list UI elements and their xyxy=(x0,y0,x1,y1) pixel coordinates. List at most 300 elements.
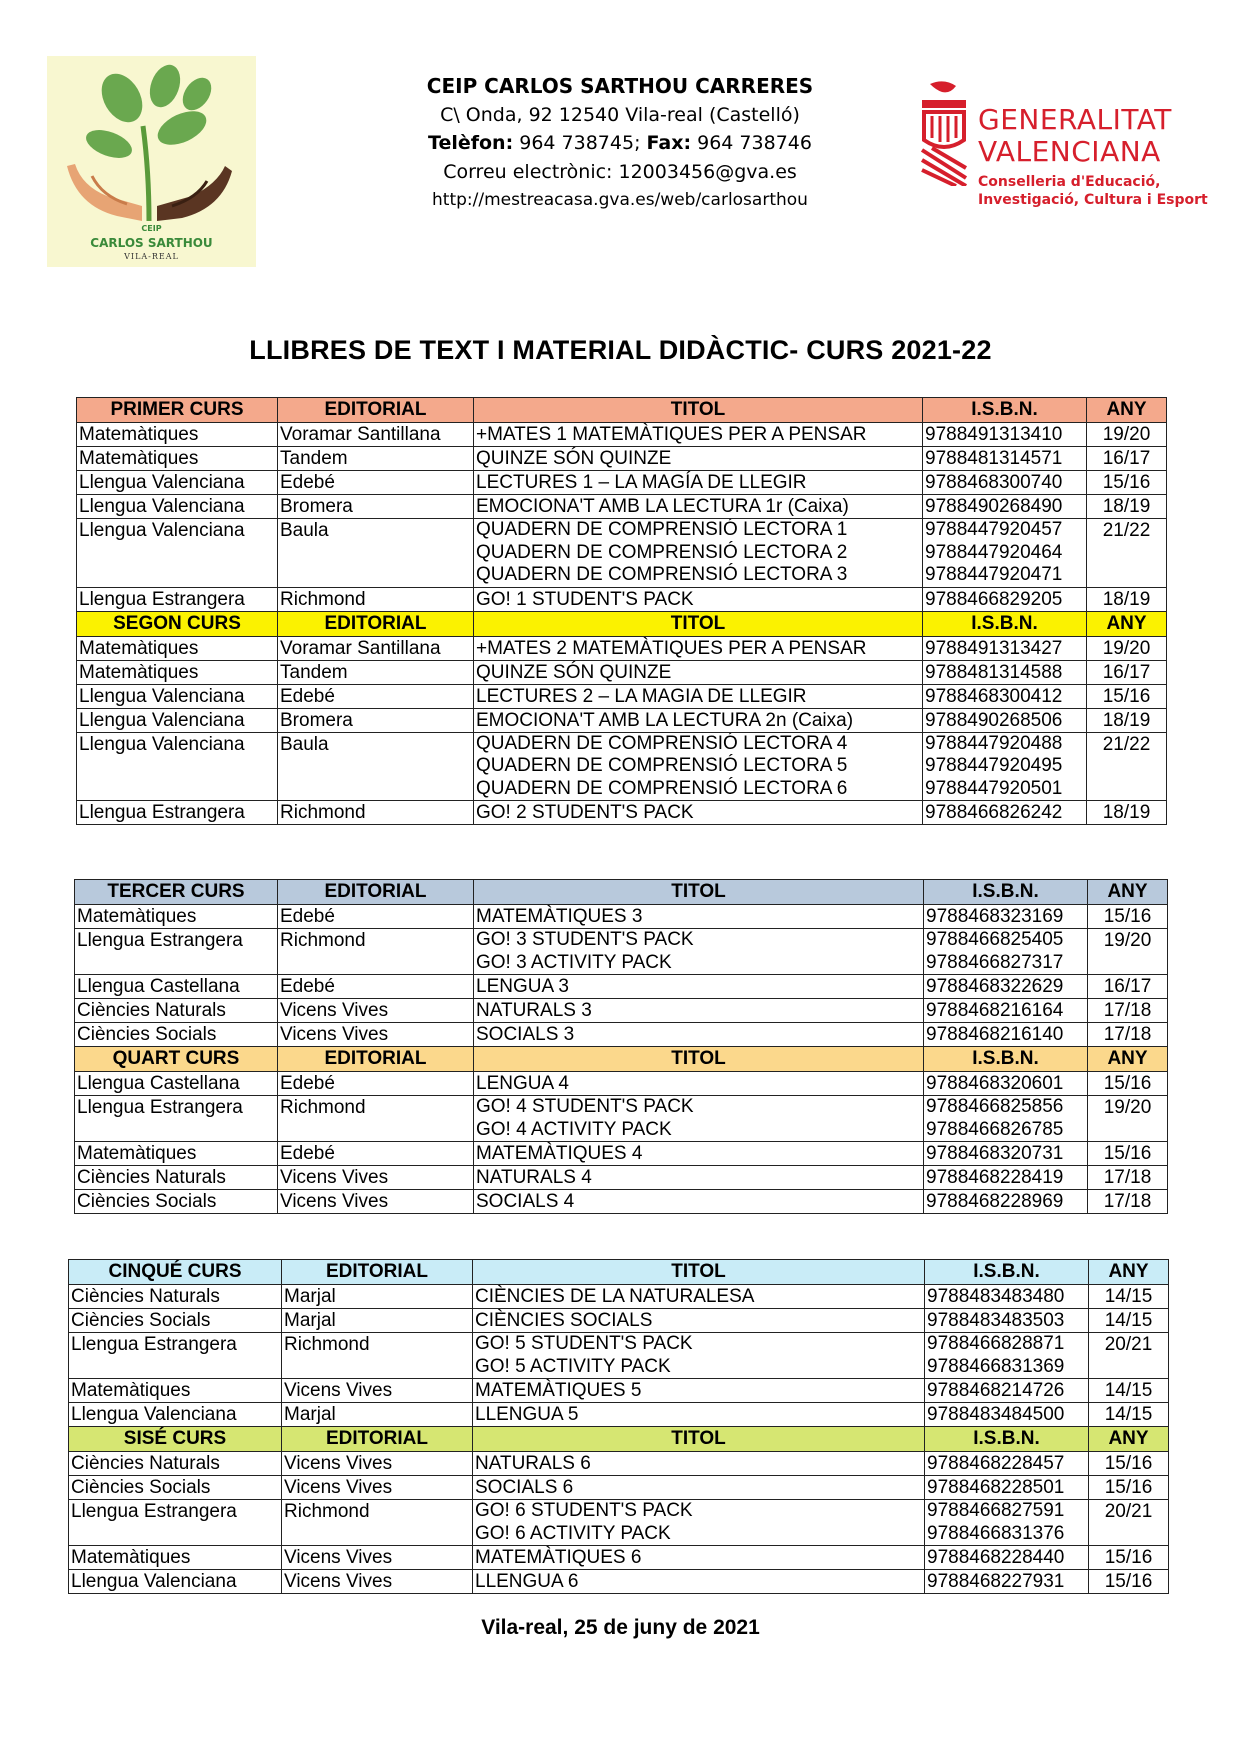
book-title: NATURALS 6 xyxy=(475,1453,591,1474)
table-row xyxy=(75,975,1168,999)
book-title: QUADERN DE COMPRENSIÓ LECTORA 5 xyxy=(476,755,848,776)
book-isbn: 9788468228969 xyxy=(926,1191,1064,1212)
book-title: +MATES 2 MATEMÀTIQUES PER A PENSAR xyxy=(476,637,867,659)
col-header-editorial: EDITORIAL xyxy=(278,611,474,636)
editorial-cell: Richmond xyxy=(278,1096,474,1142)
book-isbn: 9788466831376 xyxy=(927,1522,1065,1544)
year-cell: 15/16 xyxy=(1088,1072,1168,1096)
editorial-cell: Edebé xyxy=(278,1072,474,1096)
year-cell: 15/16 xyxy=(1087,684,1167,708)
table-row xyxy=(77,495,1167,519)
table-row xyxy=(69,1379,1169,1403)
title-cell xyxy=(474,732,923,801)
title-cell xyxy=(473,1379,925,1403)
subject-cell: Ciències Naturals xyxy=(75,1166,278,1190)
table-row xyxy=(69,1476,1169,1500)
logo-school-name: CEIP CARLOS SARTHOU xyxy=(90,224,213,250)
gv-department: Conselleria d'Educació, Investigació, Cultura i Esport xyxy=(978,174,1208,208)
year-cell: 15/16 xyxy=(1089,1546,1169,1570)
editorial-cell: Vicens Vives xyxy=(282,1379,473,1403)
book-isbn: 9788468216164 xyxy=(926,1000,1064,1021)
subject-cell: Llengua Valenciana xyxy=(77,519,278,588)
col-header-isbn: I.S.B.N. xyxy=(925,1427,1089,1452)
book-title: QUADERN DE COMPRENSIÓ LECTORA 1 xyxy=(476,519,848,540)
book-title: QUADERN DE COMPRENSIÓ LECTORA 3 xyxy=(476,564,848,585)
course-name: SISÉ CURS xyxy=(69,1427,282,1452)
book-title: CIÈNCIES DE LA NATURALESA xyxy=(475,1286,755,1307)
editorial-cell: Voramar Santillana xyxy=(278,423,474,447)
table-row xyxy=(75,1023,1168,1047)
year-cell: 16/17 xyxy=(1087,660,1167,684)
subject-cell: Ciències Naturals xyxy=(75,999,278,1023)
book-title: CIÈNCIES SOCIALS xyxy=(475,1310,653,1331)
book-isbn: 9788483483503 xyxy=(927,1310,1065,1331)
isbn-cell xyxy=(925,1309,1089,1333)
course-name: PRIMER CURS xyxy=(77,398,278,423)
book-isbn: 9788468214726 xyxy=(927,1380,1065,1401)
isbn-cell xyxy=(923,495,1087,519)
book-isbn: 9788466827591 xyxy=(927,1500,1065,1521)
book-isbn: 9788468300412 xyxy=(925,685,1063,707)
title-cell xyxy=(474,975,924,999)
table-row xyxy=(77,587,1167,611)
book-isbn: 9788447920464 xyxy=(925,541,1063,563)
books-table xyxy=(74,879,1168,1214)
year-cell: 18/19 xyxy=(1087,801,1167,825)
col-header-editorial: EDITORIAL xyxy=(282,1260,473,1285)
table-row xyxy=(77,684,1167,708)
subject-cell: Ciències Socials xyxy=(69,1309,282,1333)
book-title: QUADERN DE COMPRENSIÓ LECTORA 6 xyxy=(476,777,848,799)
isbn-cell xyxy=(924,999,1088,1023)
editorial-cell: Vicens Vives xyxy=(278,999,474,1023)
title-cell xyxy=(473,1403,925,1427)
editorial-cell: Marjal xyxy=(282,1403,473,1427)
book-title: GO! 4 ACTIVITY PACK xyxy=(476,1118,672,1140)
editorial-cell: Baula xyxy=(278,732,474,801)
book-isbn: 9788491313410 xyxy=(925,424,1063,445)
isbn-cell xyxy=(924,1072,1088,1096)
isbn-cell xyxy=(925,1379,1089,1403)
editorial-cell: Edebé xyxy=(278,905,474,929)
school-address: C\ Onda, 92 12540 Vila-real (Castelló) xyxy=(440,103,800,126)
isbn-cell xyxy=(924,1096,1088,1142)
book-title: GO! 6 STUDENT'S PACK xyxy=(475,1500,693,1521)
course-header-row xyxy=(69,1427,1169,1452)
editorial-cell: Vicens Vives xyxy=(278,1166,474,1190)
school-website: http://mestreacasa.gva.es/web/carlosarthou xyxy=(432,190,808,210)
subject-cell: Llengua Valenciana xyxy=(77,495,278,519)
editorial-cell: Vicens Vives xyxy=(278,1023,474,1047)
book-isbn: 9788491313427 xyxy=(925,637,1063,659)
editorial-cell: Vicens Vives xyxy=(278,1190,474,1214)
subject-cell: Llengua Estrangera xyxy=(75,1096,278,1142)
isbn-cell xyxy=(924,929,1088,975)
subject-cell: Ciències Socials xyxy=(75,1023,278,1047)
table-row xyxy=(75,1072,1168,1096)
year-cell: 19/20 xyxy=(1087,636,1167,660)
table-row xyxy=(69,1570,1169,1594)
editorial-cell: Richmond xyxy=(282,1500,473,1546)
footer-date: Vila-real, 25 de juny de 2021 xyxy=(481,1616,760,1639)
books-table xyxy=(68,1259,1169,1594)
isbn-cell xyxy=(925,1546,1089,1570)
isbn-cell xyxy=(923,447,1087,471)
title-cell xyxy=(474,1096,924,1142)
school-name: CEIP CARLOS SARTHOU CARRERES xyxy=(426,74,814,98)
title-cell xyxy=(473,1333,925,1379)
book-title: GO! 1 STUDENT'S PACK xyxy=(476,588,694,610)
title-cell xyxy=(474,708,923,732)
course-name: SEGON CURS xyxy=(77,611,278,636)
col-header-isbn: I.S.B.N. xyxy=(923,398,1087,423)
subject-cell: Llengua Estrangera xyxy=(75,929,278,975)
year-cell: 17/18 xyxy=(1088,1166,1168,1190)
year-cell: 21/22 xyxy=(1087,732,1167,801)
table-row xyxy=(77,471,1167,495)
table-row xyxy=(77,708,1167,732)
editorial-cell: Tandem xyxy=(278,447,474,471)
table-row xyxy=(77,519,1167,588)
col-header-editorial: EDITORIAL xyxy=(278,1047,474,1072)
col-header-any: ANY xyxy=(1087,398,1167,423)
year-cell: 18/19 xyxy=(1087,708,1167,732)
table-row xyxy=(77,423,1167,447)
book-isbn: 9788447920471 xyxy=(925,564,1063,585)
book-isbn: 9788447920457 xyxy=(925,519,1063,540)
book-isbn: 9788468228419 xyxy=(926,1167,1064,1188)
course-name: QUART CURS xyxy=(75,1047,278,1072)
table-row xyxy=(75,1142,1168,1166)
school-header xyxy=(380,72,860,215)
year-cell: 16/17 xyxy=(1087,447,1167,471)
year-cell: 15/16 xyxy=(1088,905,1168,929)
logo-city: VILA-REAL xyxy=(124,252,179,261)
isbn-cell xyxy=(923,732,1087,801)
table-row xyxy=(75,905,1168,929)
title-cell xyxy=(474,636,923,660)
editorial-cell: Richmond xyxy=(282,1333,473,1379)
title-cell xyxy=(474,471,923,495)
book-isbn: 9788468228440 xyxy=(927,1547,1065,1568)
isbn-cell xyxy=(924,905,1088,929)
editorial-cell: Edebé xyxy=(278,1142,474,1166)
gv-emblem-icon xyxy=(916,78,972,186)
table-row xyxy=(69,1403,1169,1427)
isbn-cell xyxy=(923,684,1087,708)
book-title: LLENGUA 6 xyxy=(475,1571,579,1592)
book-isbn: 9788490268506 xyxy=(925,709,1063,731)
subject-cell: Ciències Naturals xyxy=(69,1452,282,1476)
books-table xyxy=(76,397,1167,825)
title-cell xyxy=(473,1476,925,1500)
book-isbn: 9788466825405 xyxy=(926,929,1064,950)
col-header-any: ANY xyxy=(1089,1427,1169,1452)
editorial-cell: Vicens Vives xyxy=(282,1452,473,1476)
gv-title: GENERALITAT VALENCIANA xyxy=(978,103,1172,168)
table-row xyxy=(75,999,1168,1023)
title-cell xyxy=(474,684,923,708)
book-isbn: 9788466827317 xyxy=(926,951,1064,973)
book-title: QUINZE SÓN QUINZE xyxy=(476,448,672,469)
isbn-cell xyxy=(924,975,1088,999)
book-isbn: 9788447920501 xyxy=(925,777,1063,799)
book-isbn: 9788468228457 xyxy=(927,1453,1065,1474)
table-row xyxy=(77,801,1167,825)
year-cell: 17/18 xyxy=(1088,1023,1168,1047)
subject-cell: Matemàtiques xyxy=(69,1379,282,1403)
isbn-cell xyxy=(924,1142,1088,1166)
title-cell xyxy=(473,1570,925,1594)
editorial-cell: Baula xyxy=(278,519,474,588)
year-cell: 20/21 xyxy=(1089,1500,1169,1546)
book-title: GO! 4 STUDENT'S PACK xyxy=(476,1096,694,1117)
isbn-cell xyxy=(924,1190,1088,1214)
book-isbn: 9788490268490 xyxy=(925,496,1063,517)
title-cell xyxy=(474,519,923,588)
book-title: GO! 5 STUDENT'S PACK xyxy=(475,1333,693,1354)
col-header-any: ANY xyxy=(1087,611,1167,636)
title-cell xyxy=(474,660,923,684)
subject-cell: Llengua Castellana xyxy=(75,975,278,999)
col-header-isbn: I.S.B.N. xyxy=(923,611,1087,636)
book-isbn: 9788466825856 xyxy=(926,1096,1064,1117)
col-header-editorial: EDITORIAL xyxy=(278,880,474,905)
editorial-cell: Bromera xyxy=(278,495,474,519)
year-cell: 18/19 xyxy=(1087,587,1167,611)
title-cell xyxy=(474,447,923,471)
table-row xyxy=(69,1500,1169,1546)
col-header-titol: TITOL xyxy=(473,1260,925,1285)
subject-cell: Ciències Socials xyxy=(75,1190,278,1214)
title-cell xyxy=(473,1546,925,1570)
isbn-cell xyxy=(925,1500,1089,1546)
table-row xyxy=(77,660,1167,684)
table-row xyxy=(75,1166,1168,1190)
book-title: NATURALS 4 xyxy=(476,1167,592,1188)
book-title: QUINZE SÓN QUINZE xyxy=(476,661,672,683)
subject-cell: Llengua Valenciana xyxy=(69,1403,282,1427)
book-title: MATEMÀTIQUES 3 xyxy=(476,906,643,927)
subject-cell: Llengua Estrangera xyxy=(69,1500,282,1546)
subject-cell: Llengua Estrangera xyxy=(77,801,278,825)
year-cell: 15/16 xyxy=(1088,1142,1168,1166)
editorial-cell: Edebé xyxy=(278,471,474,495)
isbn-cell xyxy=(923,801,1087,825)
course-name: CINQUÉ CURS xyxy=(69,1260,282,1285)
isbn-cell xyxy=(923,636,1087,660)
book-title: MATEMÀTIQUES 4 xyxy=(476,1143,643,1164)
col-header-any: ANY xyxy=(1088,1047,1168,1072)
title-cell xyxy=(473,1452,925,1476)
subject-cell: Matemàtiques xyxy=(77,636,278,660)
isbn-cell xyxy=(923,587,1087,611)
year-cell: 19/20 xyxy=(1088,929,1168,975)
book-isbn: 9788468227931 xyxy=(927,1571,1065,1592)
year-cell: 17/18 xyxy=(1088,1190,1168,1214)
editorial-cell: Richmond xyxy=(278,801,474,825)
table-row xyxy=(77,636,1167,660)
year-cell: 15/16 xyxy=(1089,1476,1169,1500)
book-isbn: 9788466829205 xyxy=(925,588,1063,610)
isbn-cell xyxy=(923,471,1087,495)
editorial-cell: Richmond xyxy=(278,929,474,975)
isbn-cell xyxy=(923,423,1087,447)
title-cell xyxy=(474,1072,924,1096)
editorial-cell: Marjal xyxy=(282,1285,473,1309)
year-cell: 21/22 xyxy=(1087,519,1167,588)
book-isbn: 9788468300740 xyxy=(925,472,1063,493)
table-row xyxy=(75,1190,1168,1214)
col-header-isbn: I.S.B.N. xyxy=(925,1260,1089,1285)
book-isbn: 9788481314588 xyxy=(925,661,1063,683)
book-isbn: 9788466826242 xyxy=(925,802,1063,823)
isbn-cell xyxy=(925,1403,1089,1427)
subject-cell: Ciències Naturals xyxy=(69,1285,282,1309)
book-title: +MATES 1 MATEMÀTIQUES PER A PENSAR xyxy=(476,424,867,445)
year-cell: 16/17 xyxy=(1088,975,1168,999)
book-title: MATEMÀTIQUES 5 xyxy=(475,1380,642,1401)
year-cell: 20/21 xyxy=(1089,1333,1169,1379)
year-cell: 14/15 xyxy=(1089,1403,1169,1427)
book-title: SOCIALS 3 xyxy=(476,1024,575,1045)
subject-cell: Llengua Estrangera xyxy=(77,587,278,611)
course-header-row xyxy=(77,611,1167,636)
book-title: LECTURES 2 – LA MAGIA DE LLEGIR xyxy=(476,685,807,707)
subject-cell: Llengua Estrangera xyxy=(69,1333,282,1379)
subject-cell: Matemàtiques xyxy=(77,660,278,684)
year-cell: 19/20 xyxy=(1088,1096,1168,1142)
col-header-titol: TITOL xyxy=(474,880,924,905)
book-isbn: 9788466828871 xyxy=(927,1333,1065,1354)
subject-cell: Matemàtiques xyxy=(69,1546,282,1570)
title-cell xyxy=(474,1142,924,1166)
editorial-cell: Marjal xyxy=(282,1309,473,1333)
editorial-cell: Vicens Vives xyxy=(282,1570,473,1594)
col-header-isbn: I.S.B.N. xyxy=(924,880,1088,905)
isbn-cell xyxy=(923,708,1087,732)
isbn-cell xyxy=(923,519,1087,588)
subject-cell: Llengua Valenciana xyxy=(69,1570,282,1594)
col-header-editorial: EDITORIAL xyxy=(282,1427,473,1452)
subject-cell: Llengua Valenciana xyxy=(77,732,278,801)
col-header-any: ANY xyxy=(1088,880,1168,905)
book-isbn: 9788481314571 xyxy=(925,448,1063,469)
isbn-cell xyxy=(925,1452,1089,1476)
title-cell xyxy=(474,587,923,611)
title-cell xyxy=(474,423,923,447)
isbn-cell xyxy=(925,1570,1089,1594)
year-cell: 15/16 xyxy=(1089,1452,1169,1476)
subject-cell: Matemàtiques xyxy=(75,905,278,929)
col-header-titol: TITOL xyxy=(474,1047,924,1072)
table-row xyxy=(69,1546,1169,1570)
book-title: GO! 5 ACTIVITY PACK xyxy=(475,1355,671,1377)
editorial-cell: Richmond xyxy=(278,587,474,611)
subject-cell: Matemàtiques xyxy=(77,423,278,447)
book-isbn: 9788466826785 xyxy=(926,1118,1064,1140)
book-title: LECTURES 1 – LA MAGÍA DE LLEGIR xyxy=(476,472,807,493)
isbn-cell xyxy=(924,1023,1088,1047)
year-cell: 18/19 xyxy=(1087,495,1167,519)
col-header-editorial: EDITORIAL xyxy=(278,398,474,423)
subject-cell: Ciències Socials xyxy=(69,1476,282,1500)
isbn-cell xyxy=(924,1166,1088,1190)
isbn-cell xyxy=(923,660,1087,684)
title-cell xyxy=(473,1500,925,1546)
editorial-cell: Voramar Santillana xyxy=(278,636,474,660)
editorial-cell: Edebé xyxy=(278,975,474,999)
book-title: LENGUA 3 xyxy=(476,976,569,997)
year-cell: 15/16 xyxy=(1087,471,1167,495)
editorial-cell: Bromera xyxy=(278,708,474,732)
book-isbn: 9788483483480 xyxy=(927,1286,1065,1307)
subject-cell: Matemàtiques xyxy=(77,447,278,471)
table-row xyxy=(75,1096,1168,1142)
book-isbn: 9788468323169 xyxy=(926,906,1064,927)
table-row xyxy=(75,929,1168,975)
title-cell xyxy=(474,929,924,975)
title-cell xyxy=(474,999,924,1023)
book-title: LENGUA 4 xyxy=(476,1073,569,1094)
year-cell: 14/15 xyxy=(1089,1309,1169,1333)
year-cell: 14/15 xyxy=(1089,1285,1169,1309)
book-isbn: 9788468320601 xyxy=(926,1073,1064,1094)
year-cell: 15/16 xyxy=(1089,1570,1169,1594)
book-isbn: 9788468320731 xyxy=(926,1143,1064,1164)
editorial-cell: Tandem xyxy=(278,660,474,684)
course-header-row xyxy=(75,1047,1168,1072)
book-isbn: 9788483484500 xyxy=(927,1404,1065,1425)
table-row xyxy=(69,1452,1169,1476)
col-header-isbn: I.S.B.N. xyxy=(924,1047,1088,1072)
subject-cell: Llengua Valenciana xyxy=(77,708,278,732)
course-header-row xyxy=(69,1260,1169,1285)
year-cell: 14/15 xyxy=(1089,1379,1169,1403)
book-title: QUADERN DE COMPRENSIÓ LECTORA 4 xyxy=(476,732,848,754)
book-isbn: 9788468322629 xyxy=(926,976,1064,997)
title-cell xyxy=(473,1285,925,1309)
col-header-titol: TITOL xyxy=(474,398,923,423)
book-title: GO! 2 STUDENT'S PACK xyxy=(476,802,694,823)
table-row xyxy=(77,447,1167,471)
book-title: EMOCIONA'T AMB LA LECTURA 2n (Caixa) xyxy=(476,709,854,731)
book-title: LLENGUA 5 xyxy=(475,1404,579,1425)
book-isbn: 9788468228501 xyxy=(927,1477,1065,1498)
school-phone-fax: Telèfon: 964 738745; Fax: 964 738746 xyxy=(428,132,812,154)
book-isbn: 9788468216140 xyxy=(926,1024,1064,1045)
subject-cell: Llengua Castellana xyxy=(75,1072,278,1096)
book-title: SOCIALS 4 xyxy=(476,1191,575,1212)
year-cell: 17/18 xyxy=(1088,999,1168,1023)
subject-cell: Llengua Valenciana xyxy=(77,684,278,708)
book-title: SOCIALS 6 xyxy=(475,1477,574,1498)
subject-cell: Llengua Valenciana xyxy=(77,471,278,495)
isbn-cell xyxy=(925,1285,1089,1309)
year-cell: 19/20 xyxy=(1087,423,1167,447)
book-title: NATURALS 3 xyxy=(476,1000,592,1021)
title-cell xyxy=(474,495,923,519)
table-row xyxy=(77,732,1167,801)
col-header-any: ANY xyxy=(1089,1260,1169,1285)
book-isbn: 9788466831369 xyxy=(927,1355,1065,1377)
title-cell xyxy=(474,1190,924,1214)
course-header-row xyxy=(75,880,1168,905)
title-cell xyxy=(473,1309,925,1333)
table-row xyxy=(69,1309,1169,1333)
school-email: Correu electrònic: 12003456@gva.es xyxy=(443,160,797,183)
subject-cell: Matemàtiques xyxy=(75,1142,278,1166)
